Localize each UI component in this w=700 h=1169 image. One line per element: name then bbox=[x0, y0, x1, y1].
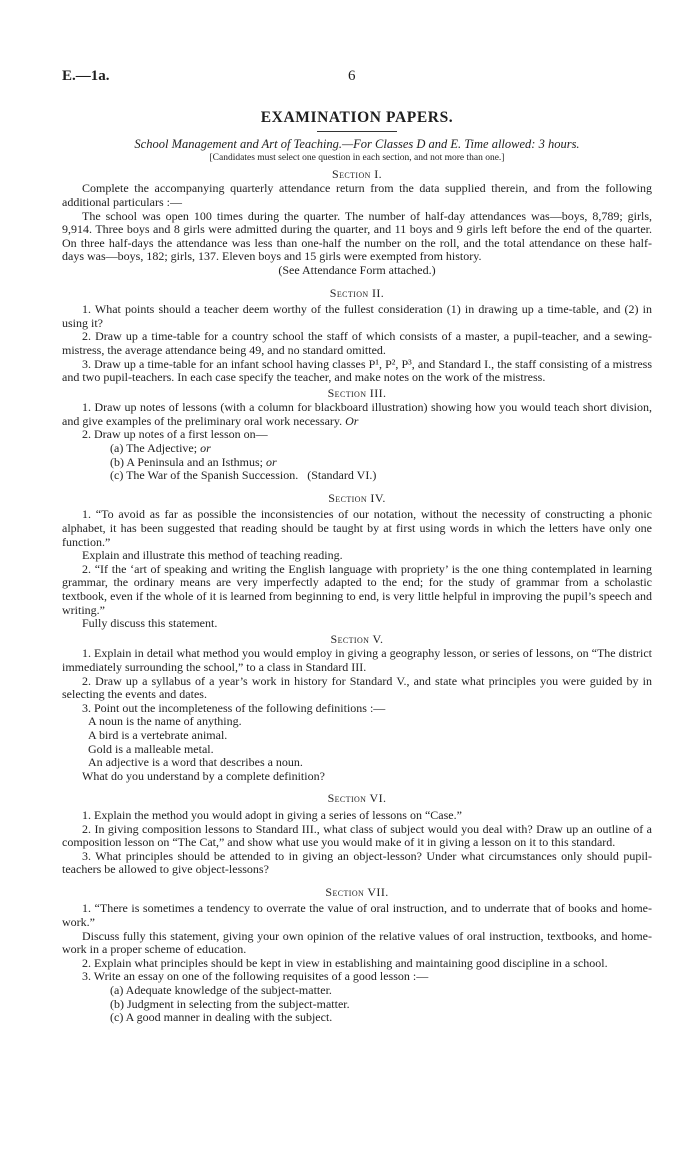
paper-subtitle: School Management and Art of Teaching.—For Classes D and E. Time allowed: 3 hours. bbox=[134, 136, 580, 151]
section-3-option-a bbox=[62, 442, 652, 456]
section-3-question-2: 2. Draw up notes of a first lesson on— bbox=[82, 427, 268, 442]
section-7-option-c: (c) A good manner in dealing with the subject. bbox=[110, 1010, 333, 1025]
title-rule bbox=[317, 131, 397, 132]
section-3-option-c-standard: (Standard VI.) bbox=[307, 468, 377, 483]
section-2-question-1: 1. What points should a teacher deem worthy of the fullest consideration (1) in drawing up a time-table, and (2) in using it? bbox=[62, 302, 652, 330]
section-4-question-2-task: Fully discuss this statement. bbox=[82, 616, 218, 631]
section-3-option-b bbox=[62, 456, 652, 470]
section-5-question-2: 2. Draw up a syllabus of a year’s work in history for Standard V., and state what principles you were guided by in selecting the events and dates. bbox=[62, 673, 652, 702]
section-2-question-3: 3. Draw up a time-table for an infant school having classes P¹, P², P³, and Standard I., the staff consisting of a mistress and two pupil-teachers. In each case specify the teacher, and make notes on the work of the mistress. bbox=[62, 356, 652, 385]
section-3-option-c bbox=[62, 469, 652, 483]
section-4-question-2: 2. “If the ‘art of speaking and writing the English language with propriety’ is the one thing contemplated in learning grammar, the ordinary means are very imperfectly adapted to the end; for the study of grammar from a scholastic textbook, even if the whole of it is learned from beginning to end, is very little helpful in improving the pupil’s speech and writing.” bbox=[62, 561, 652, 617]
section-3-option-a-text: (a) The Adjective; bbox=[110, 441, 198, 456]
section-7-option-a: (a) Adequate knowledge of the subject-matter. bbox=[110, 983, 332, 998]
page-body bbox=[62, 111, 652, 1025]
section-heading-2: Section II. bbox=[329, 285, 385, 300]
section-heading-3: Section III. bbox=[327, 385, 387, 400]
section-4-question-1: 1. “To avoid as far as possible the inconsistencies of our notation, without the necessity of constructing a phonic alphabet, it has been suggested that reading should be taught by at first using words in which the letters have only one function.” bbox=[62, 507, 652, 549]
page-number: 6 bbox=[348, 68, 356, 84]
section-7-option-b: (b) Judgment in selecting from the subject-matter. bbox=[110, 996, 350, 1011]
section-2-question-2: 2. Draw up a time-table for a country school the staff of which consists of a master, a pupil-teacher, and a sewing-mistress, the average attendance being 49, and no standard omitted. bbox=[62, 329, 652, 357]
document-reference: E.—1a. bbox=[62, 68, 110, 84]
section-6-question-3: 3. What principles should be attended to in giving an object-lesson? Under what circumstances only should pupil-teachers be allowed to give object-lessons? bbox=[62, 848, 652, 877]
section-heading-7: Section VII. bbox=[325, 884, 389, 899]
section-3-option-b-text: (b) A Peninsula and an Isthmus; bbox=[110, 454, 263, 469]
section-1-instruction: Complete the accompanying quarterly attendance return from the data supplied therein, and from the following additional particulars :— bbox=[62, 181, 652, 209]
definition-noun: A noun is the name of anything. bbox=[88, 714, 242, 729]
section-3-or-b: or bbox=[266, 454, 277, 469]
section-3-option-c-text: (c) The War of the Spanish Succession. bbox=[110, 468, 299, 483]
definition-adjective: An adjective is a word that describes a noun. bbox=[88, 755, 303, 770]
section-heading-1: Section I. bbox=[332, 166, 382, 181]
section-4-question-1-task: Explain and illustrate this method of teaching reading. bbox=[82, 548, 343, 563]
section-heading-6: Section VI. bbox=[327, 791, 387, 806]
section-5-question-3: 3. Point out the incompleteness of the following definitions :— bbox=[82, 700, 386, 715]
section-1-attachment-note: (See Attendance Form attached.) bbox=[278, 262, 436, 277]
section-6-question-1: 1. Explain the method you would adopt in giving a series of lessons on “Case.” bbox=[82, 807, 462, 822]
section-3-or-a: or bbox=[200, 441, 211, 456]
section-7-question-1: 1. “There is sometimes a tendency to overrate the value of oral instruction, and to underrate that of books and home-work.” bbox=[62, 901, 652, 930]
section-5-question-3-task: What do you understand by a complete definition? bbox=[82, 768, 325, 783]
document-title: EXAMINATION PAPERS. bbox=[260, 109, 454, 126]
section-7-question-2: 2. Explain what principles should be kept in view in establishing and maintaining good discipline in a school. bbox=[82, 955, 608, 970]
section-3-or: Or bbox=[345, 413, 359, 428]
section-5-question-1: 1. Explain in detail what method you would employ in giving a geography lesson, or series of lessons, on “The district immediately surrounding the school,” to a class in Standard III. bbox=[62, 646, 652, 674]
section-heading-5: Section V. bbox=[330, 631, 384, 646]
definition-bird: A bird is a vertebrate animal. bbox=[88, 727, 228, 742]
page-header bbox=[62, 70, 640, 92]
section-6-question-2: 2. In giving composition lessons to Standard III., what class of subject would you deal with? Draw up an outline of a composition lesson on “The Cat,” and show what use you would make of it in giving a lesson on it to this standard. bbox=[62, 821, 652, 850]
definition-gold: Gold is a malleable metal. bbox=[88, 741, 214, 756]
section-heading-4: Section IV. bbox=[328, 490, 386, 505]
section-1-particulars: The school was open 100 times during the quarter. The number of half-day attendances was—boys, 8,789; girls, 9,914. Three boys and 8 girls were admitted during the quarter, and 11 boys and 9 girls left before the end of the quarter. On three half-days the attendance was less than one-half the number on the roll, and the total attendance on these half-days was—boys, 182; girls, 137. Eleven boys and 15 girls were exempted from history. bbox=[62, 208, 652, 264]
section-3-question-1-text: 1. Draw up notes of lessons (with a column for blackboard illustration) showing how you would teach short division, and give examples of the preliminary oral work necessary. bbox=[62, 400, 652, 428]
candidate-note: [Candidates must select one question in each section, and not more than one.] bbox=[209, 153, 505, 164]
section-7-question-1-task: Discuss fully this statement, giving your own opinion of the relative values of oral instruction, textbooks, and home-work in a proper scheme of education. bbox=[62, 928, 652, 957]
section-7-question-3: 3. Write an essay on one of the following requisites of a good lesson :— bbox=[82, 969, 429, 984]
section-3-question-1 bbox=[62, 401, 652, 428]
